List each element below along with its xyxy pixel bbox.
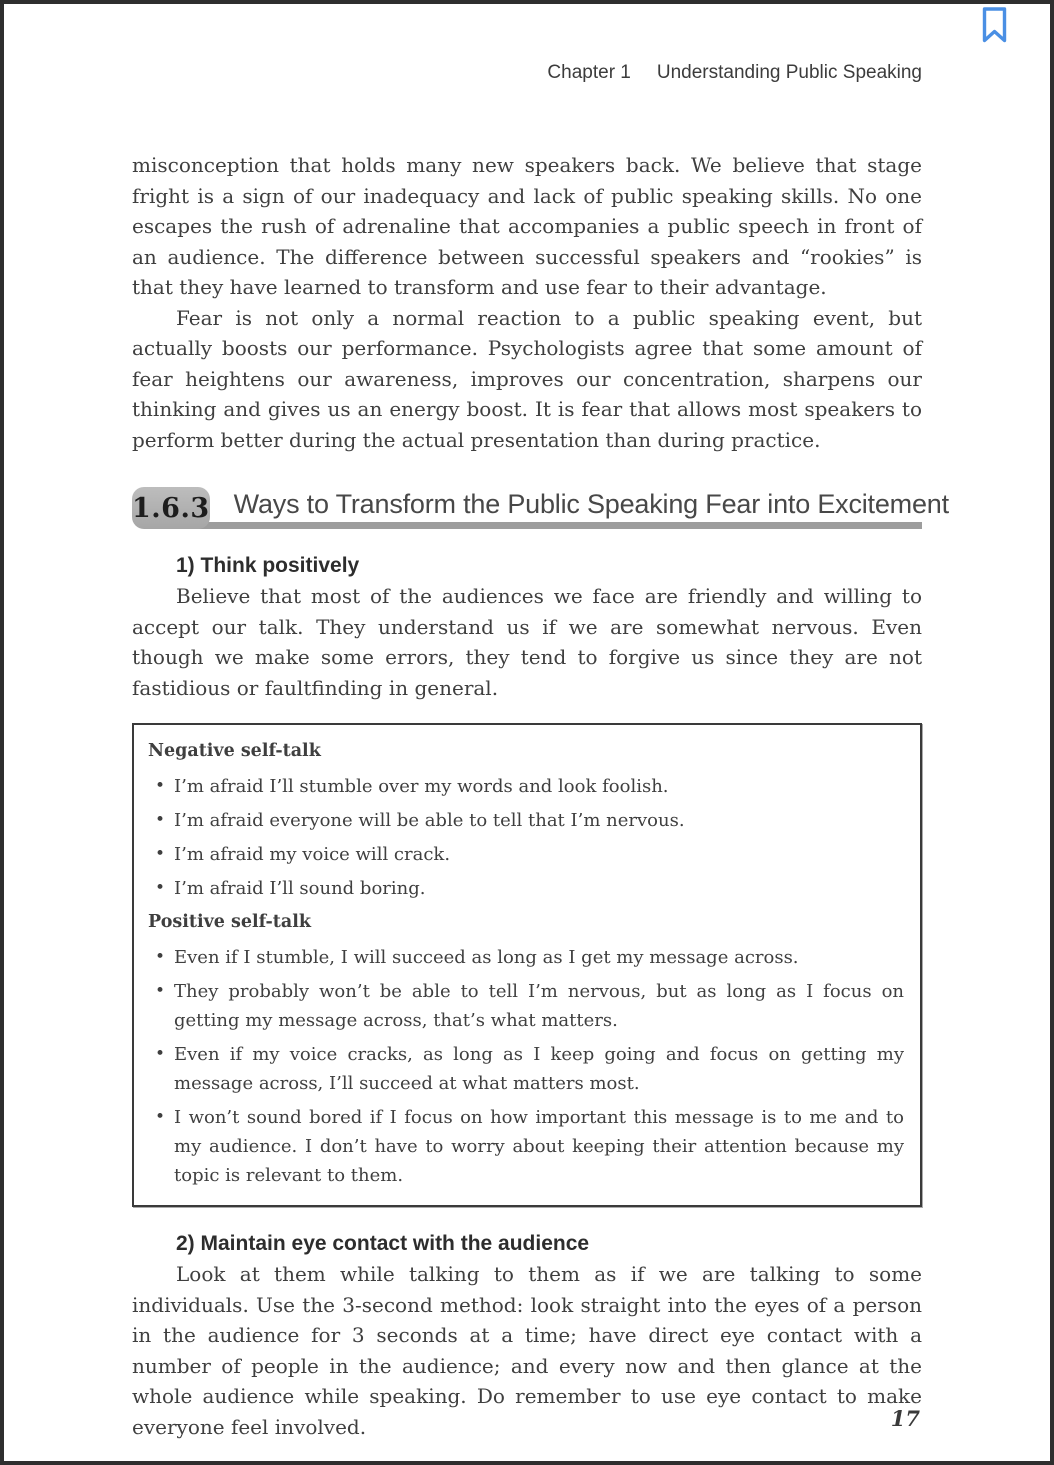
chapter-label: Chapter 1 bbox=[547, 62, 631, 83]
subheading-eye-contact: 2) Maintain eye contact with the audience bbox=[176, 1232, 590, 1255]
bookmark-icon[interactable] bbox=[981, 7, 1008, 44]
paragraph-think-positively: Believe that most of the audiences we face are friendly and willing to accept our talk. They understand us if we are somewhat nervous. Even though we make some errors, they tend to forgive us since they are not fastidious or faultfinding in general. bbox=[132, 584, 922, 700]
negative-self-talk-heading: Negative self-talk bbox=[148, 741, 321, 761]
negative-self-talk-list bbox=[148, 772, 904, 903]
positive-self-talk-heading: Positive self-talk bbox=[148, 912, 311, 932]
self-talk-item: • I’m afraid my voice will crack. bbox=[148, 840, 904, 869]
section-number-badge: 1.6.3 bbox=[132, 487, 210, 529]
self-talk-item: • Even if my voice cracks, as long as I keep going and focus on getting my message across, I’ll succeed at what matters most. bbox=[148, 1040, 904, 1098]
self-talk-item: • I’m afraid I’ll stumble over my words and look foolish. bbox=[148, 772, 904, 801]
page-number: 17 bbox=[890, 1406, 920, 1431]
book-title: Understanding Public Speaking bbox=[656, 62, 922, 83]
section-heading-1-6-3 bbox=[132, 487, 949, 529]
section-title: Ways to Transform the Public Speaking Fear into Excitement bbox=[233, 488, 949, 519]
positive-self-talk-list bbox=[148, 943, 904, 1190]
section-underline-bar bbox=[172, 522, 922, 529]
self-talk-item: • Even if I stumble, I will succeed as long as I get my message across. bbox=[148, 943, 904, 972]
running-header bbox=[132, 62, 922, 84]
self-talk-item: • I’m afraid I’ll sound boring. bbox=[148, 874, 904, 903]
self-talk-item: • I’m afraid everyone will be able to tell that I’m nervous. bbox=[148, 806, 904, 835]
subheading-think-positively: 1) Think positively bbox=[176, 554, 360, 577]
self-talk-item: • I won’t sound bored if I focus on how important this message is to me and to my audience. I don’t have to worry about keeping their attention because my topic is relevant to them. bbox=[148, 1103, 904, 1190]
paragraph-stage-fright: misconception that holds many new speakers back. We believe that stage fright is a sign of our inadequacy and lack of public speaking skills. No one escapes the rush of adrenaline that accompanies a public speech in front of an audience. The difference between successful speakers and “rookies” is that they have learned to transform and use fear to their advantage. bbox=[132, 153, 922, 299]
paragraph-eye-contact: Look at them while talking to them as if we are talking to some individuals. Use the 3-second method: look straight into the eyes of a person in the audience for 3 seconds at a time; have direct eye contact with a number of people in the audience; and every now and then glance at the whole audience while speaking. Do remember to use eye contact to make everyone feel involved. bbox=[132, 1262, 922, 1439]
paragraph-fear-benefits: Fear is not only a normal reaction to a public speaking event, but actually boosts our performance. Psychologists agree that some amount of fear heightens our awareness, improves our concentration, sharpens our thinking and gives us an energy boost. It is fear that allows most speakers to perform better during the actual presentation than during practice. bbox=[132, 305, 922, 452]
self-talk-box bbox=[132, 723, 922, 1207]
self-talk-item: • They probably won’t be able to tell I’m nervous, but as long as I focus on getting my message across, that’s what matters. bbox=[148, 977, 904, 1035]
